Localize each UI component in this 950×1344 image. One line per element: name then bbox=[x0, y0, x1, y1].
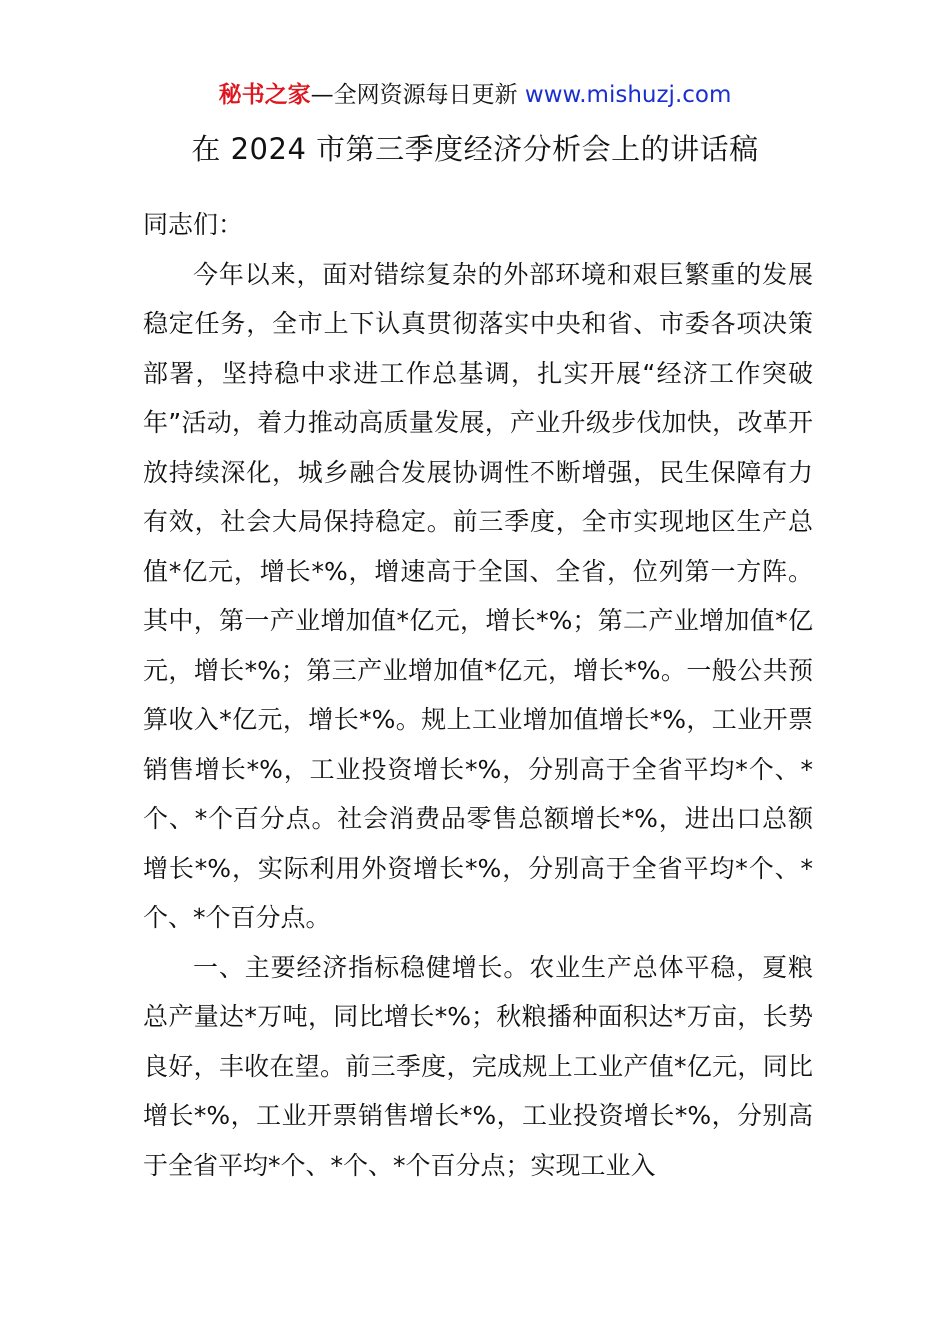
site-tagline: —全网资源每日更新 bbox=[310, 82, 525, 108]
site-url-link[interactable]: www.mishuzj.com bbox=[524, 82, 732, 108]
site-header bbox=[0, 78, 950, 112]
paragraph-section-one: 一、主要经济指标稳健增长。农业生产总体平稳，夏粮总产量达*万吨，同比增长*%；秋粮播种面积达*万亩，长势良好，丰收在望。前三季度，完成规上工业产值*亿元，同比增长*%，工业开票销售增长*%，工业投资增长*%，分别高于全省平均*个、*个、*个百分点；实现工业入 bbox=[143, 952, 813, 1180]
site-brand: 秘书之家 bbox=[218, 82, 311, 108]
salutation: 同志们： bbox=[143, 210, 244, 239]
document-title: 在 2024 市第三季度经济分析会上的讲话稿 bbox=[191, 132, 759, 166]
document-body bbox=[143, 200, 813, 1190]
paragraph-intro: 今年以来，面对错综复杂的外部环境和艰巨繁重的发展稳定任务，全市上下认真贯彻落实中央和省、市委各项决策部署，坚持稳中求进工作总基调，扎实开展“经济工作突破年”活动，着力推动高质量发展，产业升级步伐加快，改革开放持续深化，城乡融合发展协调性不断增强，民生保障有力有效，社会大局保持稳定。前三季度，全市实现地区生产总值*亿元，增长*%，增速高于全国、全省，位列第一方阵。其中，第一产业增加值*亿元，增长*%；第二产业增加值*亿元，增长*%；第三产业增加值*亿元，增长*%。一般公共预算收入*亿元，增长*%。规上工业增加值增长*%，工业开票销售增长*%，工业投资增长*%，分别高于全省平均*个、*个、*个百分点。社会消费品零售总额增长*%，进出口总额增长*%，实际利用外资增长*%，分别高于全省平均*个、*个、*个百分点。 bbox=[143, 259, 813, 932]
